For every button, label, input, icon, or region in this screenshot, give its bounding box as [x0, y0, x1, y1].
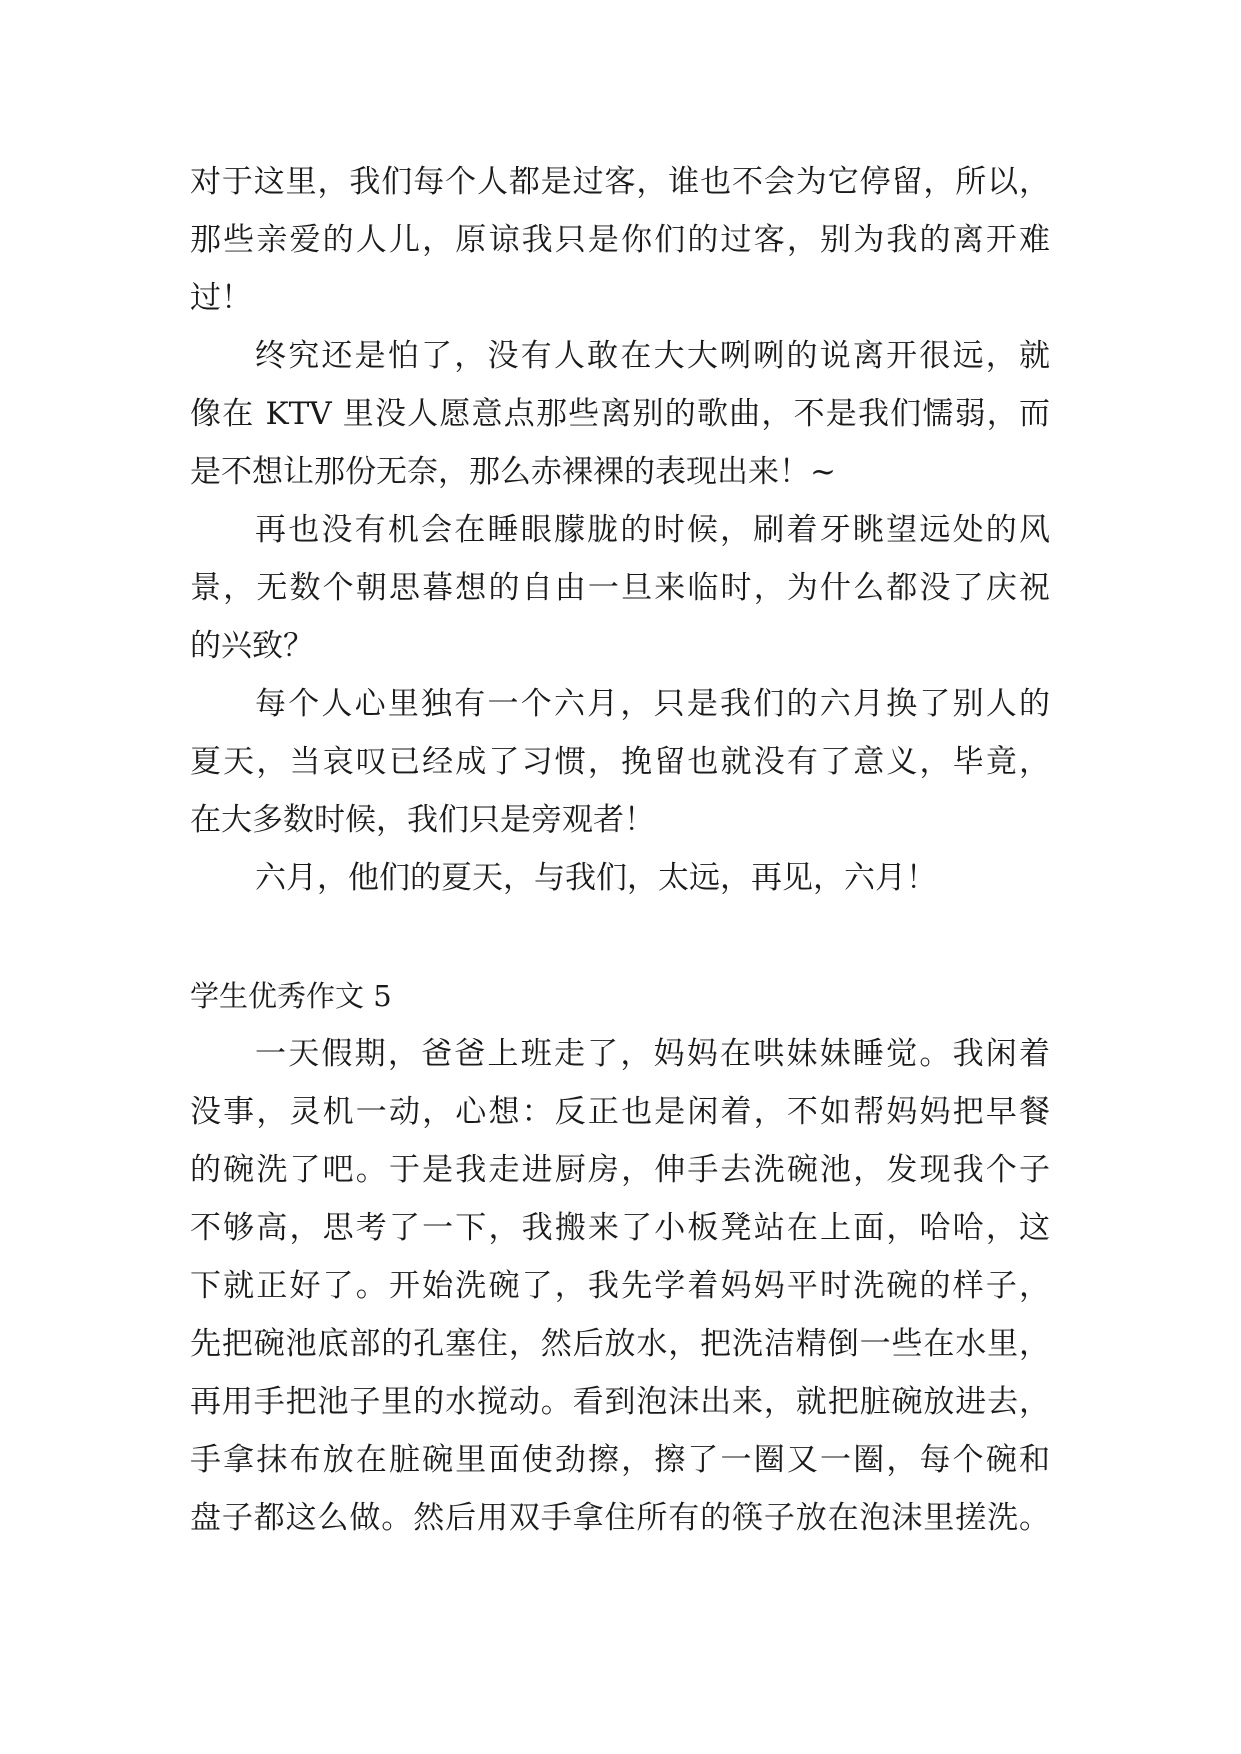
- section-title: 学生优秀作文 5: [190, 979, 392, 1013]
- text-line: 的碗洗了吧。于是我走进厨房，伸手去洗碗池，发现我个子: [190, 1152, 1050, 1188]
- text-line: 再用手把池子里的水搅动。看到泡沫出来，就把脏碗放进去，: [190, 1384, 1050, 1420]
- text-line: 的兴致？: [190, 628, 314, 664]
- text-line: 那些亲爱的人儿，原谅我只是你们的过客，别为我的离开难: [190, 222, 1050, 258]
- text-line: 景，无数个朝思暮想的自由一旦来临时，为什么都没了庆祝: [190, 570, 1050, 606]
- text-line: 在大多数时候，我们只是旁观者！: [190, 802, 655, 838]
- text-line: 过！: [190, 280, 252, 316]
- text-line: 终究还是怕了，没有人敢在大大咧咧的说离开很远，就: [255, 338, 1050, 374]
- text-line: 手拿抹布放在脏碗里面使劲擦，擦了一圈又一圈，每个碗和: [190, 1442, 1050, 1478]
- text-line: 是不想让那份无奈，那么赤裸裸的表现出来！~: [190, 454, 836, 490]
- text-line: 夏天，当哀叹已经成了习惯，挽留也就没有了意义，毕竟，: [190, 744, 1050, 780]
- text-line: 每个人心里独有一个六月，只是我们的六月换了别人的: [255, 686, 1050, 722]
- text-line: 像在 KTV 里没人愿意点那些离别的歌曲，不是我们懦弱，而: [190, 396, 1050, 432]
- text-line: 对于这里，我们每个人都是过客，谁也不会为它停留，所以，: [190, 164, 1050, 200]
- text-line: 六月，他们的夏天，与我们，太远，再见，六月！: [255, 860, 937, 896]
- text-line: 盘子都这么做。然后用双手拿住所有的筷子放在泡沫里搓洗。: [190, 1500, 1050, 1536]
- text-line: 一天假期，爸爸上班走了，妈妈在哄妹妹睡觉。我闲着: [255, 1036, 1050, 1072]
- text-line: 再也没有机会在睡眼朦胧的时候，刷着牙眺望远处的风: [255, 512, 1050, 548]
- text-line: 下就正好了。开始洗碗了，我先学着妈妈平时洗碗的样子，: [190, 1268, 1050, 1304]
- text-line: 不够高，思考了一下，我搬来了小板凳站在上面，哈哈，这: [190, 1210, 1050, 1246]
- text-line: 先把碗池底部的孔塞住，然后放水，把洗洁精倒一些在水里，: [190, 1326, 1050, 1362]
- text-line: 没事，灵机一动，心想：反正也是闲着，不如帮妈妈把早餐: [190, 1094, 1050, 1130]
